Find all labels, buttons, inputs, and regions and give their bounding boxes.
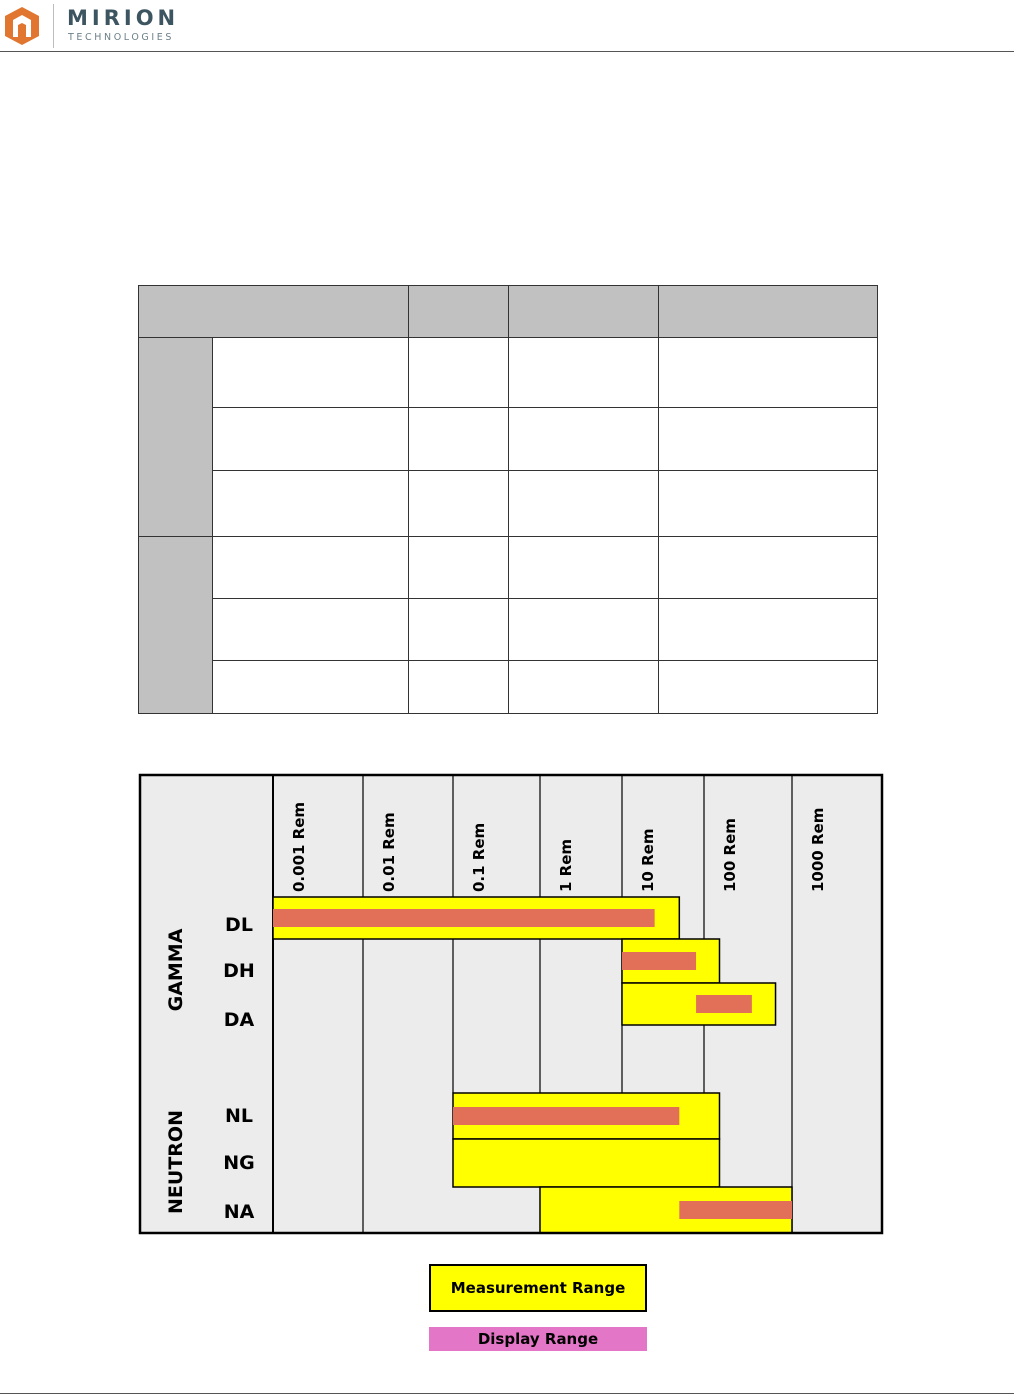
- tick-label: 0.01 Rem: [380, 812, 398, 892]
- row-label: DL: [225, 914, 253, 936]
- row-label: NL: [224, 1105, 254, 1127]
- tick-label: 0.1 Rem: [470, 822, 488, 892]
- measurement-bar-ng: [453, 1139, 719, 1187]
- footer-rule: [0, 1393, 1014, 1394]
- legend-display-range: Display Range: [429, 1327, 647, 1351]
- row-label: NG: [223, 1152, 255, 1174]
- company-subtitle: TECHNOLOGIES: [68, 32, 174, 43]
- row-label: NA: [223, 1201, 255, 1223]
- group-label-neutron: NEUTRON: [165, 1110, 187, 1214]
- tick-label: 1000 Rem: [809, 807, 827, 892]
- display-bar-nl: [453, 1107, 679, 1125]
- display-bar-dl: [273, 909, 655, 927]
- tick-label: 1 Rem: [557, 838, 575, 892]
- tick-label: 0.001 Rem: [290, 801, 308, 892]
- company-name: MIRION: [67, 6, 180, 30]
- tick-label: 10 Rem: [639, 828, 657, 892]
- row-label: DH: [223, 960, 255, 982]
- display-bar-na: [679, 1201, 792, 1219]
- group-label-gamma: GAMMA: [165, 928, 187, 1012]
- display-bar-dh: [622, 952, 696, 970]
- tick-label: 100 Rem: [721, 818, 739, 892]
- display-bar-da: [696, 995, 752, 1013]
- legend-measurement-range: Measurement Range: [429, 1264, 647, 1312]
- row-label: DA: [223, 1009, 255, 1031]
